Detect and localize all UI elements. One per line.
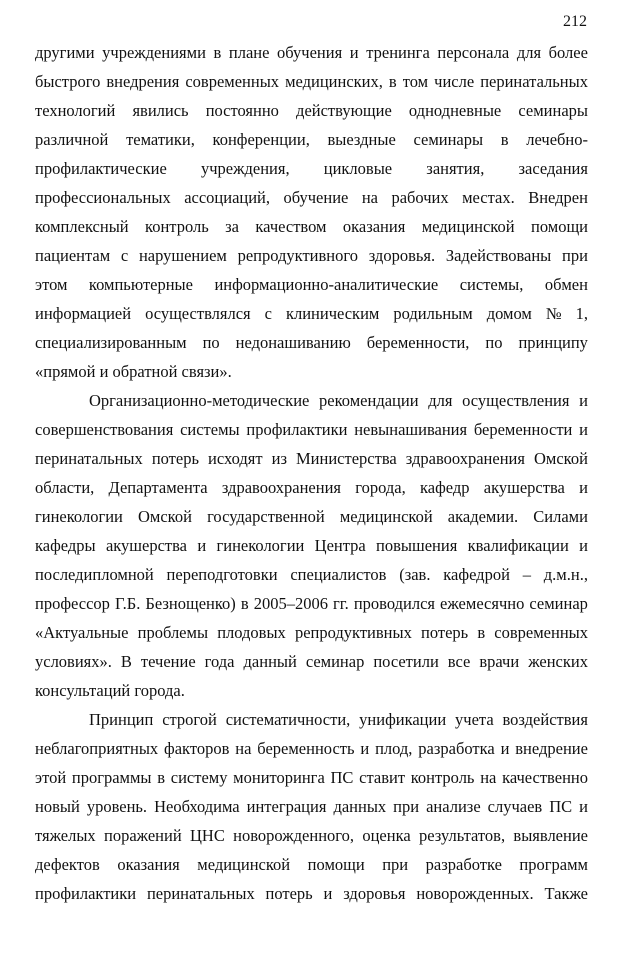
- word: анализе: [426, 797, 481, 816]
- word: оказания: [342, 217, 406, 236]
- word: результатов,: [419, 826, 506, 845]
- word: быстрого: [35, 72, 101, 91]
- word: беременности: [473, 420, 573, 439]
- body-text: [35, 38, 588, 908]
- word: д.м.н.,: [543, 565, 588, 584]
- text-line: [35, 705, 588, 734]
- word: все: [447, 652, 471, 671]
- word: здоровья: [343, 884, 406, 903]
- word: профилактики: [35, 884, 137, 903]
- word: медицинской: [421, 217, 515, 236]
- word: для: [516, 43, 542, 62]
- word: академии.: [447, 507, 519, 526]
- word: заседания: [518, 159, 588, 178]
- word: этом: [35, 275, 68, 294]
- word: ставит: [359, 768, 406, 787]
- word: последипломной: [35, 565, 154, 584]
- word: «Актуальные: [35, 623, 129, 642]
- word: Омской: [138, 507, 192, 526]
- text-line: [35, 212, 588, 241]
- text-line: [35, 444, 588, 473]
- word: здравоохранения: [405, 449, 525, 468]
- word: современных: [494, 623, 588, 642]
- word: качественно: [502, 768, 588, 787]
- word: кафедр: [420, 478, 470, 497]
- word: случаев: [487, 797, 543, 816]
- word: репродуктивного: [237, 246, 358, 265]
- word: осуществлялся: [145, 304, 251, 323]
- word: интеграция: [246, 797, 327, 816]
- word: выездные: [327, 130, 396, 149]
- text-line: [35, 183, 588, 212]
- text-line: [35, 270, 588, 299]
- word: постоянно: [205, 101, 279, 120]
- word: женских: [528, 652, 588, 671]
- word: Омской: [534, 449, 588, 468]
- word: поражений: [104, 826, 182, 845]
- word: том: [402, 72, 429, 91]
- word: государственной: [207, 507, 325, 526]
- word: в: [213, 43, 222, 62]
- word: для: [428, 391, 453, 410]
- word: на: [480, 768, 497, 787]
- word: здоровья.: [368, 246, 436, 265]
- word: персонала: [437, 43, 510, 62]
- word: воздействия: [502, 710, 588, 729]
- word: более: [548, 43, 588, 62]
- word: врачи: [479, 652, 520, 671]
- line-text: консультаций города.: [35, 681, 185, 700]
- word: ПС: [549, 797, 573, 816]
- word: явились: [132, 101, 189, 120]
- word: учреждения,: [200, 159, 290, 178]
- word: на: [235, 739, 252, 758]
- text-line: [35, 125, 588, 154]
- word: программ: [519, 855, 588, 874]
- word: неблагоприятных: [35, 739, 159, 758]
- word: компьютерные: [88, 275, 193, 294]
- word: учреждениями: [102, 43, 206, 62]
- text-line: [35, 763, 588, 792]
- word: медицинской: [197, 855, 291, 874]
- word: по: [202, 333, 220, 352]
- word: унификации: [359, 710, 447, 729]
- word: по: [485, 333, 503, 352]
- word: осуществления: [462, 391, 570, 410]
- word: помощи: [307, 855, 365, 874]
- word: переподготовки: [166, 565, 278, 584]
- word: области,: [35, 478, 95, 497]
- word: данных: [333, 797, 387, 816]
- word: систематичности,: [225, 710, 351, 729]
- word: гинекологии: [35, 507, 123, 526]
- word: за: [225, 217, 239, 236]
- word: уровень.: [86, 797, 148, 816]
- word: Внедрен: [528, 188, 588, 207]
- word: комплексный: [35, 217, 129, 236]
- word: и: [323, 884, 333, 903]
- word: в: [388, 72, 397, 91]
- word: квалификации: [467, 536, 569, 555]
- word: акушерства: [105, 536, 188, 555]
- word: внедрения: [106, 72, 180, 91]
- word: города,: [355, 478, 406, 497]
- word: из: [271, 449, 287, 468]
- word: плод,: [375, 739, 413, 758]
- word: и: [500, 739, 510, 758]
- word: гг.: [332, 594, 349, 613]
- text-line: [35, 299, 588, 328]
- word: пациентам: [35, 246, 111, 265]
- text-line: [35, 357, 588, 386]
- word: Министерства: [296, 449, 397, 468]
- word: рабочих: [391, 188, 449, 207]
- word: информацией: [35, 304, 132, 323]
- word: совершенствования: [35, 420, 174, 439]
- word: нарушением: [138, 246, 227, 265]
- word: внедрение: [515, 739, 588, 758]
- word: Силами: [533, 507, 588, 526]
- word: перинатальных: [146, 884, 255, 903]
- word: ассоциаций,: [184, 188, 271, 207]
- word: выявление: [513, 826, 588, 845]
- text-line: [35, 676, 588, 705]
- text-line: [35, 734, 588, 763]
- word: действующие: [296, 101, 392, 120]
- word: (зав.: [399, 565, 431, 584]
- word: ежемесячно: [440, 594, 525, 613]
- word: контроль: [410, 768, 475, 787]
- word: беременность: [257, 739, 355, 758]
- text-line: [35, 560, 588, 589]
- word: с: [120, 246, 129, 265]
- text-line: [35, 96, 588, 125]
- word: домом: [486, 304, 532, 323]
- word: В: [120, 652, 132, 671]
- word: Департамента: [108, 478, 208, 497]
- word: семинар: [305, 652, 365, 671]
- word: профессиональных: [35, 188, 171, 207]
- word: и: [349, 43, 359, 62]
- word: клиническим: [285, 304, 380, 323]
- word: другими: [35, 43, 95, 62]
- word: помощи: [530, 217, 588, 236]
- word: потерь: [265, 884, 313, 903]
- word: мониторинга: [233, 768, 325, 787]
- text-line: [35, 473, 588, 502]
- word: этой: [35, 768, 67, 787]
- word: Организационно-методические: [89, 391, 310, 410]
- text-line: [35, 154, 588, 183]
- word: в: [477, 623, 486, 642]
- text-line: [35, 67, 588, 96]
- word: при: [393, 797, 420, 816]
- word: профилактические: [35, 159, 167, 178]
- word: и: [579, 797, 588, 816]
- word: на: [361, 188, 378, 207]
- word: репродуктивных: [294, 623, 412, 642]
- word: исходят: [208, 449, 263, 468]
- word: специализированным: [35, 333, 187, 352]
- word: семинары: [518, 101, 588, 120]
- word: занятия,: [426, 159, 485, 178]
- word: специалистов: [290, 565, 387, 584]
- word: тематики,: [126, 130, 195, 149]
- word: оказания: [117, 855, 180, 874]
- word: однодневные: [408, 101, 502, 120]
- word: лечебно-: [526, 130, 588, 149]
- word: рекомендации: [319, 391, 419, 410]
- word: современных: [185, 72, 280, 91]
- word: местах.: [462, 188, 515, 207]
- word: и: [579, 536, 588, 555]
- word: Задействованы: [445, 246, 552, 265]
- word: новорожденного,: [233, 826, 355, 845]
- word: системы: [180, 420, 240, 439]
- word: оценка: [362, 826, 411, 845]
- word: в: [500, 130, 509, 149]
- word: 1,: [575, 304, 588, 323]
- word: и: [579, 478, 588, 497]
- text-line: [35, 415, 588, 444]
- word: проводился: [353, 594, 435, 613]
- word: программы: [71, 768, 152, 787]
- word: технологий: [35, 101, 116, 120]
- text-line: [35, 241, 588, 270]
- word: медицинских,: [285, 72, 383, 91]
- word: кафедры: [35, 536, 96, 555]
- word: новорожденных.: [416, 884, 534, 903]
- text-line: [35, 792, 588, 821]
- word: в: [157, 768, 166, 787]
- word: потерь: [421, 623, 469, 642]
- word: Безнощенко): [145, 594, 236, 613]
- word: семинар: [529, 594, 588, 613]
- word: посетили: [373, 652, 439, 671]
- word: Также: [544, 884, 588, 903]
- word: Необходима: [154, 797, 240, 816]
- word: 2005–2006: [253, 594, 328, 613]
- word: и: [579, 420, 588, 439]
- word: родильным: [393, 304, 473, 323]
- word: беременности,: [366, 333, 470, 352]
- word: и: [579, 391, 588, 410]
- word: проблемы: [137, 623, 209, 642]
- word: принципу: [518, 333, 588, 352]
- line-text: «прямой и обратной связи».: [35, 362, 232, 381]
- word: обучения: [277, 43, 343, 62]
- word: информационно-аналитические: [214, 275, 439, 294]
- word: новый: [35, 797, 80, 816]
- word: конференции,: [212, 130, 310, 149]
- word: учета: [455, 710, 494, 729]
- word: обмен: [544, 275, 588, 294]
- word: семинары: [413, 130, 484, 149]
- word: при: [562, 246, 588, 265]
- text-line: [35, 821, 588, 850]
- page-number: 212: [563, 13, 587, 30]
- word: числе: [434, 72, 475, 91]
- word: разработка: [418, 739, 495, 758]
- word: –: [522, 565, 531, 584]
- word: факторов: [164, 739, 230, 758]
- word: повышения: [376, 536, 458, 555]
- word: течение: [140, 652, 196, 671]
- word: плодовых: [217, 623, 286, 642]
- word: потерь: [151, 449, 199, 468]
- word: профилактики: [246, 420, 348, 439]
- word: профессор: [35, 594, 110, 613]
- word: систему: [170, 768, 228, 787]
- word: обучение: [283, 188, 349, 207]
- text-line: [35, 879, 588, 908]
- word: с: [264, 304, 272, 323]
- word: Центра: [314, 536, 366, 555]
- word: тренинга: [366, 43, 430, 62]
- text-line: [35, 502, 588, 531]
- word: различной: [35, 130, 109, 149]
- text-line: [35, 589, 588, 618]
- word: системы,: [459, 275, 524, 294]
- word: плане: [228, 43, 270, 62]
- word: Г.Б.: [114, 594, 141, 613]
- word: перинатальных: [35, 449, 143, 468]
- text-line: [35, 328, 588, 357]
- word: акушерства: [483, 478, 565, 497]
- word: гинекологии: [216, 536, 305, 555]
- word: ПС: [330, 768, 354, 787]
- word: перинатальных: [480, 72, 588, 91]
- word: данный: [243, 652, 297, 671]
- word: строгой: [162, 710, 217, 729]
- word: №: [545, 304, 562, 323]
- word: тяжелых: [35, 826, 96, 845]
- word: дефектов: [35, 855, 100, 874]
- word: контроль: [145, 217, 209, 236]
- text-line: [35, 38, 588, 67]
- word: медицинской: [339, 507, 433, 526]
- text-line: [35, 531, 588, 560]
- word: и: [197, 536, 207, 555]
- text-line: [35, 386, 588, 415]
- word: недонашиванию: [235, 333, 351, 352]
- word: ЦНС: [189, 826, 225, 845]
- text-line: [35, 850, 588, 879]
- word: Принцип: [89, 710, 154, 729]
- word: цикловые: [323, 159, 393, 178]
- text-line: [35, 647, 588, 676]
- word: при: [382, 855, 409, 874]
- word: здравоохранения: [221, 478, 342, 497]
- word: качеством: [255, 217, 327, 236]
- text-line: [35, 618, 588, 647]
- word: в: [240, 594, 249, 613]
- word: разработке: [425, 855, 502, 874]
- word: года: [204, 652, 235, 671]
- word: кафедрой: [443, 565, 510, 584]
- word: невынашивания: [354, 420, 468, 439]
- word: условиях».: [35, 652, 112, 671]
- word: и: [360, 739, 370, 758]
